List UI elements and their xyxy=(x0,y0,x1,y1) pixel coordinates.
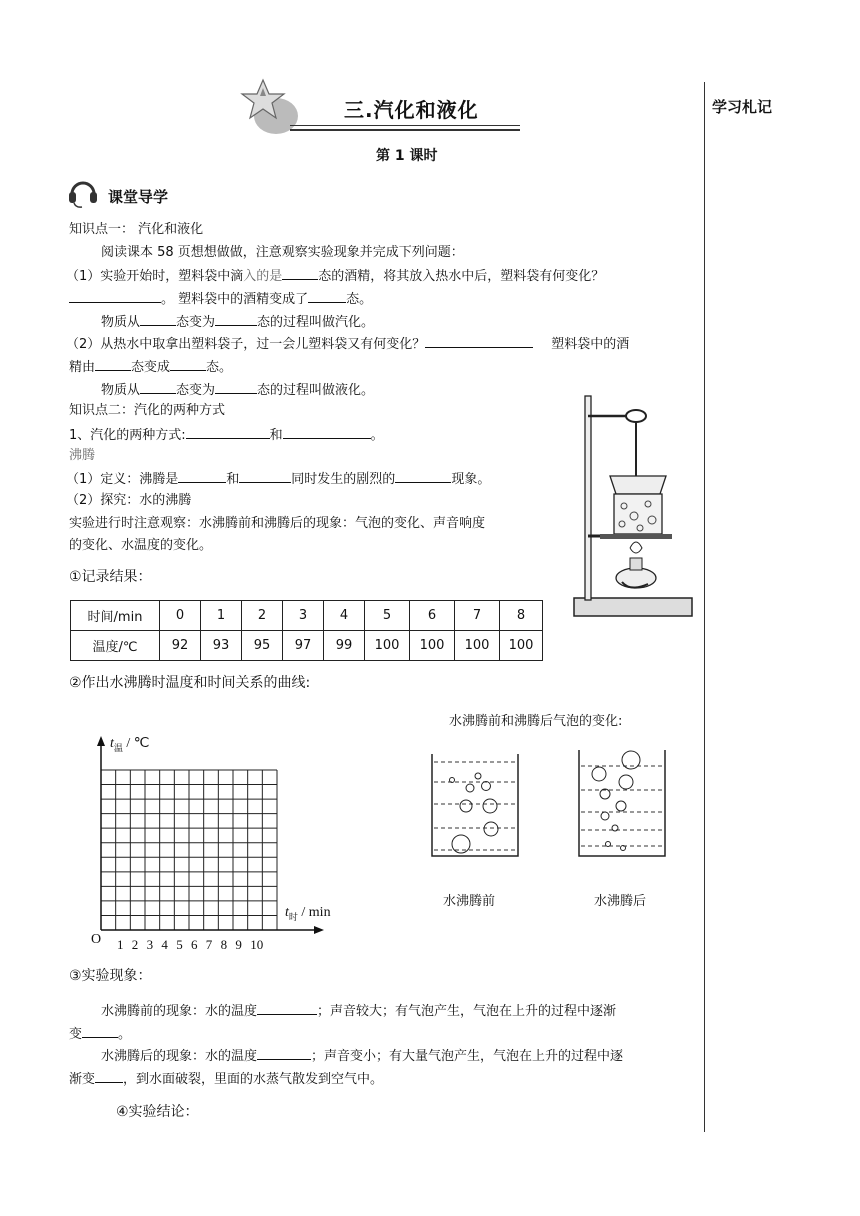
record-label: ①记录结果： xyxy=(69,569,152,585)
table-cell[interactable]: 0 xyxy=(160,601,201,631)
blank[interactable] xyxy=(178,469,226,483)
kp2-def: （1）定义：沸腾是 和 同时发生的剧烈的 现象。 xyxy=(66,469,490,489)
table-row xyxy=(71,631,543,661)
blank[interactable] xyxy=(425,334,533,348)
kp2-observe-2: 的变化、水温度的变化。 xyxy=(69,538,213,553)
x-tick-label: 3 xyxy=(146,937,154,952)
page-subtitle: 第 1 课时 xyxy=(376,148,438,164)
kp1-q1: （1）实验开始时，塑料袋中滴入的是 态的酒精，将其放入热水中后，塑料袋有何变化？ xyxy=(66,266,604,286)
phenomena-after-cont: 渐变 ，到水面破裂，里面的水蒸气散发到空气中。 xyxy=(69,1069,383,1089)
table-cell[interactable]: 7 xyxy=(455,601,500,631)
blank[interactable] xyxy=(257,1001,317,1015)
kp1-def1: 物质从 态变为 态的过程叫做汽化。 xyxy=(101,312,374,332)
blank[interactable] xyxy=(282,266,318,280)
blank[interactable] xyxy=(140,312,176,326)
headphones-icon xyxy=(66,174,100,210)
phenomena-after: 水沸腾后的现象：水的温度 ；声音变小；有大量气泡产生，气泡在上升的过程中逐 xyxy=(101,1046,623,1066)
kp2-heading: 知识点二：汽化的两种方式 xyxy=(69,403,226,418)
table-cell[interactable]: 100 xyxy=(410,631,455,661)
page-title: 三.汽化和液化 xyxy=(344,98,479,122)
table-cell[interactable]: 99 xyxy=(324,631,365,661)
y-axis-label: $t_温$ / ℃ xyxy=(110,736,150,753)
after-caption: 水沸腾后 xyxy=(594,894,647,909)
table-cell[interactable]: 97 xyxy=(283,631,324,661)
table-row xyxy=(71,601,543,631)
kp1-q2: （2）从热水中取拿出塑料袋子，过一会儿塑料袋又有何变化？ 塑料袋中的酒 xyxy=(66,334,629,354)
blank[interactable] xyxy=(170,357,206,371)
title-rule xyxy=(290,125,520,126)
blank[interactable] xyxy=(308,289,346,303)
table-cell[interactable]: 100 xyxy=(500,631,543,661)
conclusion-label: ④实验结论： xyxy=(116,1104,199,1120)
kp2-ways: 1、汽化的两种方式: 和 。 xyxy=(69,425,384,445)
x-tick-label: 1 xyxy=(117,937,124,952)
x-tick-label: 2 xyxy=(131,937,139,952)
title-rule-2 xyxy=(290,129,520,131)
blank[interactable] xyxy=(95,357,131,371)
blank[interactable] xyxy=(95,1069,123,1083)
blank[interactable] xyxy=(395,469,451,483)
kp2-explore: （2）探究：水的沸腾 xyxy=(66,493,192,508)
table-cell[interactable]: 6 xyxy=(410,601,455,631)
x-tick-label: 5 xyxy=(176,937,183,952)
before-caption: 水沸腾前 xyxy=(443,894,496,909)
kp1-q1-cont: 。 塑料袋中的酒精变成了 态。 xyxy=(69,289,372,309)
table-cell[interactable]: 5 xyxy=(365,601,410,631)
table-cell[interactable]: 3 xyxy=(283,601,324,631)
table-header-temp: 温度/℃ xyxy=(71,631,160,661)
x-tick-label: 4 xyxy=(161,937,168,952)
table-cell[interactable]: 93 xyxy=(201,631,242,661)
x-axis-label: $t_时$ / min xyxy=(285,905,331,922)
table-cell[interactable]: 2 xyxy=(242,601,283,631)
after-boiling-beaker xyxy=(575,748,669,860)
table-cell[interactable]: 8 xyxy=(500,601,543,631)
x-tick-label: 7 xyxy=(205,937,213,952)
phenomena-before-cont: 变 。 xyxy=(69,1024,131,1044)
graph-label: ②作出水沸腾时温度和时间关系的曲线: xyxy=(69,675,311,691)
blank[interactable] xyxy=(69,289,161,303)
blank[interactable] xyxy=(215,312,257,326)
x-tick-label: 9 xyxy=(235,937,242,952)
kp1-q2-cont: 精由 态变成 态。 xyxy=(69,357,232,377)
table-cell[interactable]: 1 xyxy=(201,601,242,631)
phenomena-before: 水沸腾前的现象：水的温度 ；声音较大；有气泡产生，气泡在上升的过程中逐渐 xyxy=(101,1001,616,1021)
sidebar-title: 学习札记 xyxy=(712,98,773,116)
kp1-def2: 物质从 态变为 态的过程叫做液化。 xyxy=(101,380,374,400)
blank[interactable] xyxy=(82,1024,118,1038)
blank[interactable] xyxy=(186,425,270,439)
sidebar-divider xyxy=(704,82,705,1132)
x-tick-label: 10 xyxy=(250,937,264,952)
kp2-boil: 沸腾 xyxy=(69,448,96,463)
kp1-intro: 阅读课本 58 页想想做做，注意观察实验现象并完成下列问题： xyxy=(101,245,464,260)
phenomena-label: ③实验现象： xyxy=(69,968,152,984)
blank[interactable] xyxy=(257,1046,311,1060)
blank[interactable] xyxy=(239,469,291,483)
section-title: 课堂导学 xyxy=(108,188,169,206)
table-cell[interactable]: 100 xyxy=(365,631,410,661)
table-cell[interactable]: 4 xyxy=(324,601,365,631)
bubbles-caption: 水沸腾前和沸腾后气泡的变化: xyxy=(449,714,623,729)
origin-label: O xyxy=(91,932,102,947)
before-boiling-beaker xyxy=(428,752,522,860)
x-tick-label: 6 xyxy=(191,937,198,952)
boiling-apparatus-illustration xyxy=(570,386,696,622)
table-cell[interactable]: 95 xyxy=(242,631,283,661)
table-cell[interactable]: 100 xyxy=(455,631,500,661)
record-table xyxy=(70,600,543,661)
blank[interactable] xyxy=(215,380,257,394)
blank[interactable] xyxy=(283,425,371,439)
blank[interactable] xyxy=(140,380,176,394)
table-cell[interactable]: 92 xyxy=(160,631,201,661)
table-header-time: 时间/min xyxy=(71,601,160,631)
kp1-heading: 知识点一： 汽化和液化 xyxy=(69,222,204,237)
kp2-observe-1: 实验进行时注意观察：水沸腾前和沸腾后的现象：气泡的变化、声音响度 xyxy=(69,516,486,531)
x-tick-label: 8 xyxy=(220,937,228,952)
